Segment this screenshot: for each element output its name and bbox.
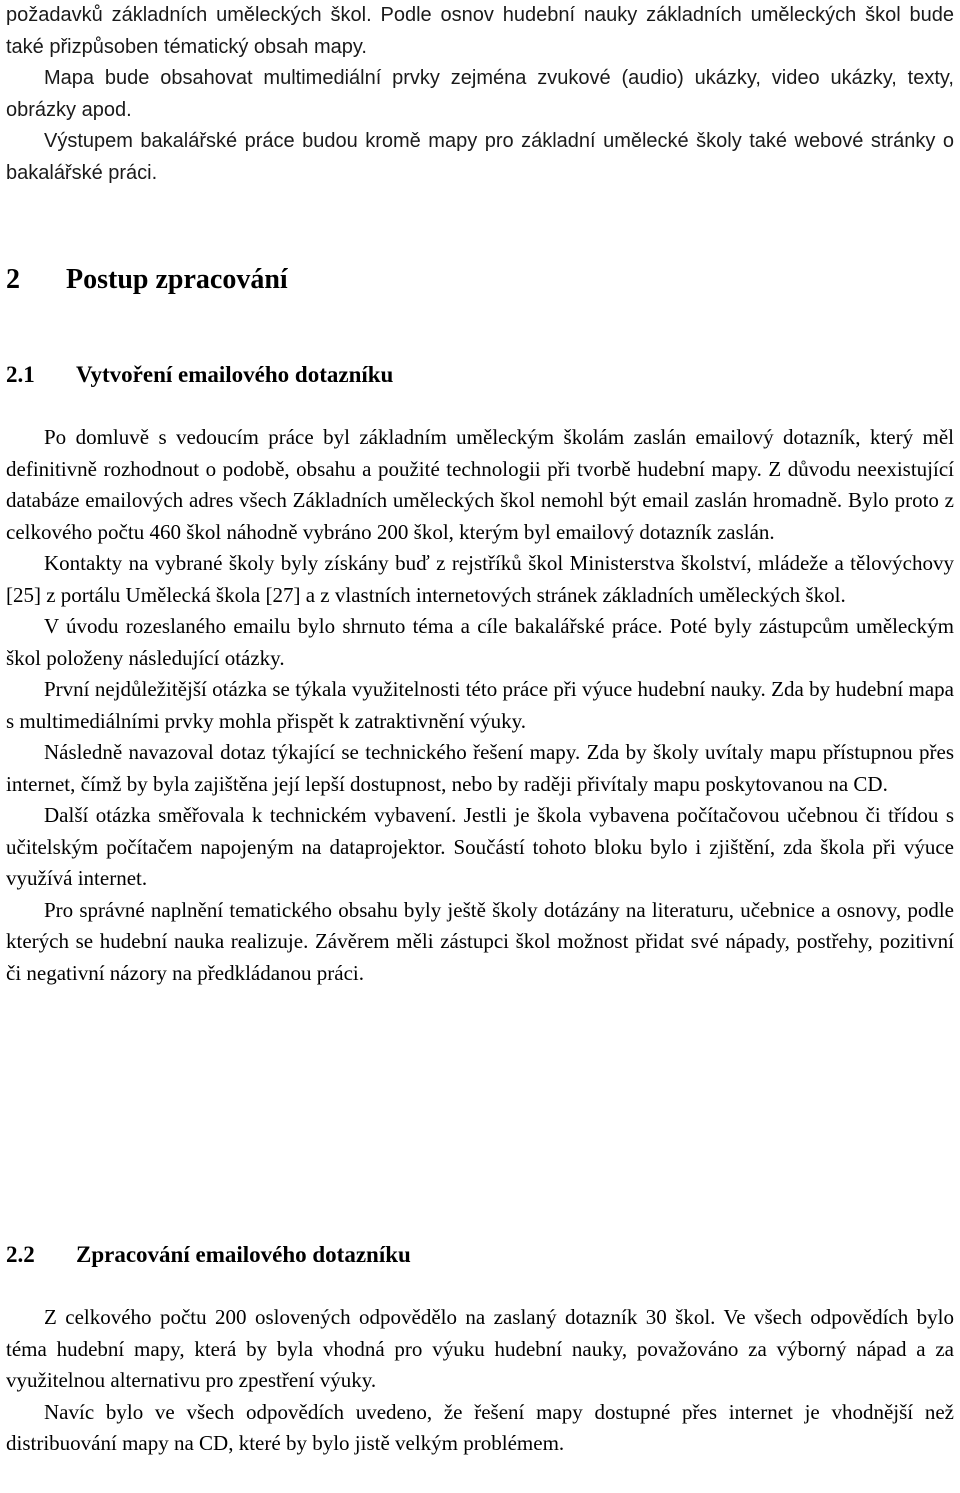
paragraph: Navíc bylo ve všech odpovědích uvedeno, že řešení mapy dostupné přes internet je vhodnější než distribuování mapy na CD, které by bylo jistě velkým problémem. (6, 1399, 954, 1455)
intro-paragraph-1: požadavků základních uměleckých škol. Podle osnov hudební nauky základních uměleckých škol bude také přizpůsoben tématický obsah mapy. (6, 4, 954, 58)
paragraph: První nejdůležitější otázka se týkala využitelnosti této práce při výuce hudební nauky. Zda by hudební mapa s multimediálními prvky mohla přispět k zatraktivnění výuky. (6, 677, 954, 733)
paragraph: V úvodu rozeslaného emailu bylo shrnuto téma a cíle bakalářské práce. Poté byly zástupcům uměleckým škol položeny následující otázky. (6, 614, 954, 670)
section-2-1-body (6, 422, 954, 989)
section-title: Vytvoření emailového dotazníku (76, 362, 394, 387)
section-heading-2 (6, 262, 288, 298)
section-2-2-body (6, 1302, 954, 1460)
paragraph: Pro správné naplnění tematického obsahu byly ještě školy dotázány na literaturu, učebnice a osnovy, podle kterých se hudební nauka realizuje. Závěrem měli zástupci škol možnost přidat své nápady, postřehy, pozitivní či negativní názory na předkládanou práci. (6, 897, 954, 985)
section-title: Postup zpracování (66, 264, 288, 295)
section-title: Zpracování emailového dotazníku (76, 1242, 411, 1267)
section-number: 2 (6, 264, 20, 295)
paragraph: Další otázka směřovala k technickém vybavení. Jestli je škola vybavena počítačovou učebnou či třídou s učitelským počítačem napojeným na dataprojektor. Součástí tohoto bloku bylo i zjištění, zda škola při výuce využívá internet. (6, 803, 954, 890)
section-heading-2-1 (6, 360, 393, 390)
intro-paragraph-3: Výstupem bakalářské práce budou kromě mapy pro základní umělecké školy také webové stránky o bakalářské práci. (6, 130, 954, 184)
section-heading-2-2 (6, 1240, 411, 1270)
paragraph: Po domluvě s vedoucím práce byl základním uměleckým školám zaslán emailový dotazník, který měl definitivně rozhodnout o podobě, obsahu a použité technologii při tvorbě hudební mapy. Z důvodu neexistující databáze emailových adres všech Základních uměleckých škol nemohl být email zaslán hromadně. Bylo proto z celkového počtu 460 škol náhodně vybráno 200 škol, kterým byl emailový dotazník zaslán. (6, 425, 954, 544)
paragraph: Z celkového počtu 200 oslovených odpovědělo na zaslaný dotazník 30 škol. Ve všech odpovědích bylo téma hudební mapy, která by byla vhodná pro výuku hudební nauky, považováno za výborný nápad a za využitelnou alternativu pro zpestření výuky. (6, 1305, 954, 1392)
intro-block (6, 0, 954, 189)
paragraph: Následně navazoval dotaz týkající se technického řešení mapy. Zda by školy uvítaly mapu přístupnou přes internet, čímž by byla zajištěna její lepší dostupnost, nebo by raději přivítaly mapu poskytovanou na CD. (6, 740, 954, 796)
section-number: 2.2 (6, 1242, 35, 1267)
intro-paragraph-2: Mapa bude obsahovat multimediální prvky zejména zvukové (audio) ukázky, video ukázky, texty, obrázky apod. (6, 67, 954, 121)
section-number: 2.1 (6, 362, 35, 387)
paragraph: Kontakty na vybrané školy byly získány buď z rejstříků škol Ministerstva školství, mládeže a tělovýchovy [25] z portálu Umělecká škola [27] a z vlastních internetových stránek základních uměleckých škol. (6, 551, 954, 607)
